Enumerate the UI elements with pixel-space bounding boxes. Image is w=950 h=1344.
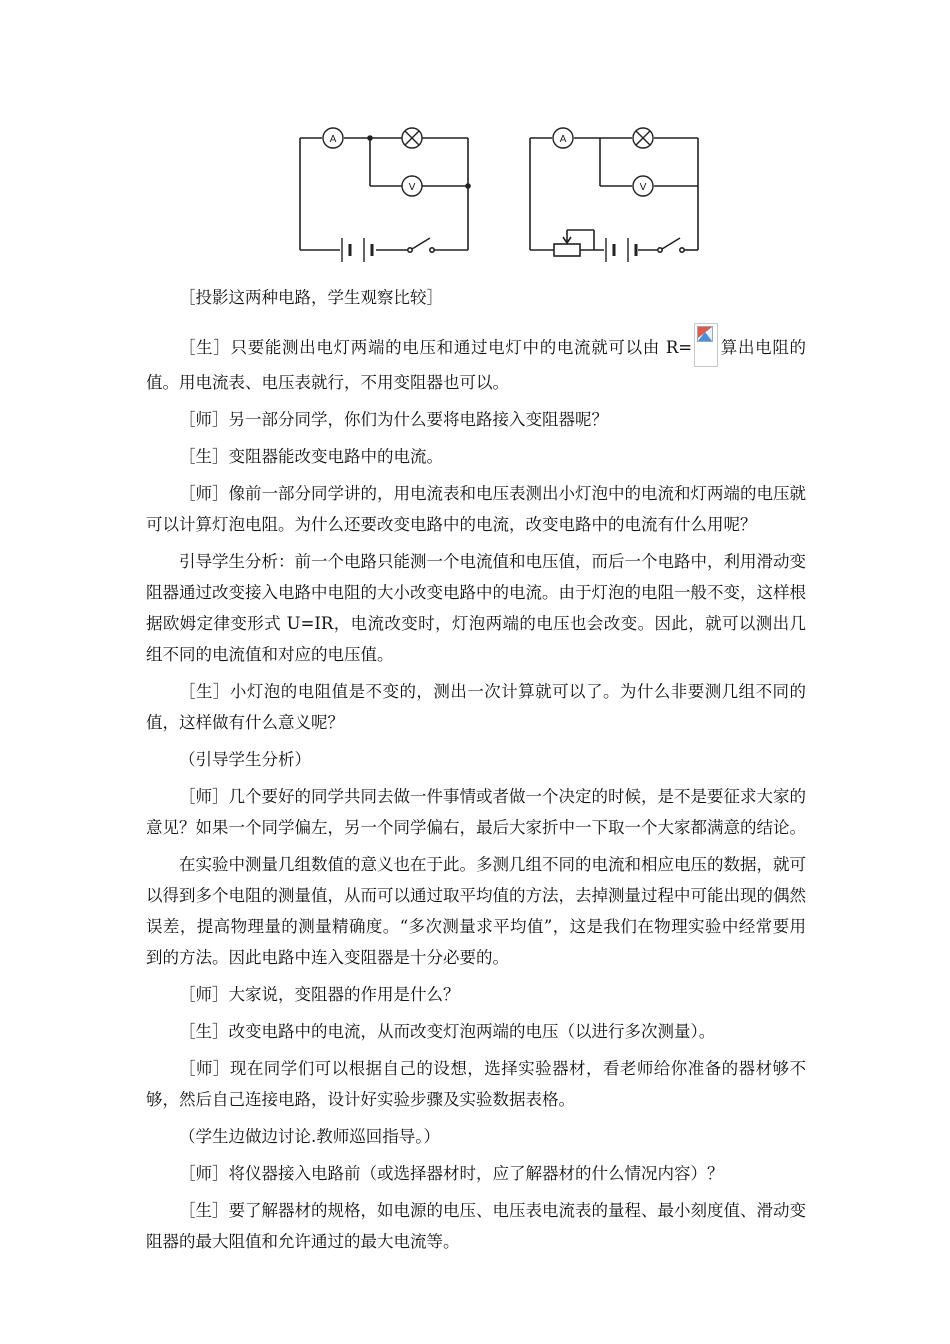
paragraph: ［投影这两种电路，学生观察比较］ [179,288,443,307]
paragraph-part: ［生］只要能测出电灯两端的电压和通过电灯中的电流就可以由 R= [179,338,693,357]
ammeter-label: A [329,134,337,145]
paragraph: （引导学生分析） [179,750,311,769]
paragraph: ［生］小灯泡的电阻值是不变的，测出一次计算就可以了。为什么非要测几组不同的值，这样做有什么意义呢？ [146,682,806,732]
circuit-left [300,138,468,262]
voltmeter-label: V [639,182,647,193]
paragraph: ［生］要了解器材的规格，如电源的电压、电压表电流表的量程、最小刻度值、滑动变阻器的最大阻值和允许通过的最大电流等。 [146,1201,806,1251]
paragraph: ［师］现在同学们可以根据自己的设想，选择实验器材，看老师给你准备的器材够不够，然后自己连接电路，设计好实验步骤及实验数据表格。 [146,1059,806,1109]
voltmeter-right [633,176,653,196]
document-body [146,282,806,1263]
paragraph: ［师］将仪器接入电路前（或选择器材时，应了解器材的什么情况内容）？ [179,1164,724,1183]
paragraph-part: 算出电阻的值。用电流表、电压表就行，不用变阻器也可以。 [146,338,807,392]
paragraph: ［师］另一部分同学，你们为什么要将电路接入变阻器呢？ [179,410,608,429]
paragraph: 在实验中测量几组数值的意义也在于此。多测几组不同的电流和相应电压的数据，就可以得到多个电阻的测量值，从而可以通过取平均值的方法，去掉测量过程中可能出现的偶然误差，提高物理量的测量精确度。“多次测量求平均值”，这是我们在物理实验中经常要用到的方法。因此电路中连入变阻器是十分必要的。 [146,855,806,967]
paragraph: ［生］变阻器能改变电路中的电流。 [179,447,443,466]
ammeter-right [553,128,573,148]
paragraph: （学生边做边讨论.教师巡回指导。） [179,1127,440,1146]
circuit-right [530,138,698,262]
paragraph: ［生］改变电路中的电流，从而改变灯泡两端的电压（以进行多次测量）。 [179,1022,716,1041]
circuit-diagrams [290,120,710,270]
ammeter-left [323,128,343,148]
lamp-left [402,128,422,148]
paragraph: 引导学生分析：前一个电路只能测一个电流值和电压值，而后一个电路中，利用滑动变阻器通过改变接入电路中电阻的大小改变电路中的电流。由于灯泡的电阻一般不变，这样根据欧姆定律变形式 U=IR，电流改变时，灯泡两端的电压也会改变。因此，就可以测出几组不同的电流值和对应的电压值。 [146,552,806,664]
paragraph: ［师］几个要好的同学共同去做一件事情或者做一个决定的时候，是不是要征求大家的意见？如果一个同学偏左，另一个同学偏右，最后大家折中一下取一个大家都满意的结论。 [146,787,806,837]
voltmeter-label: V [408,182,416,193]
formula-image-icon [694,323,718,367]
paragraph-formula [146,323,806,398]
voltmeter-left [402,176,422,196]
paragraph: ［师］大家说，变阻器的作用是什么？ [179,985,460,1004]
paragraph: ［师］像前一部分同学讲的，用电流表和电压表测出小灯泡中的电流和灯两端的电压就可以计算灯泡电阻。为什么还要改变电路中的电流，改变电路中的电流有什么用呢？ [146,484,806,534]
lamp-right [633,128,653,148]
ammeter-label: A [559,134,567,145]
